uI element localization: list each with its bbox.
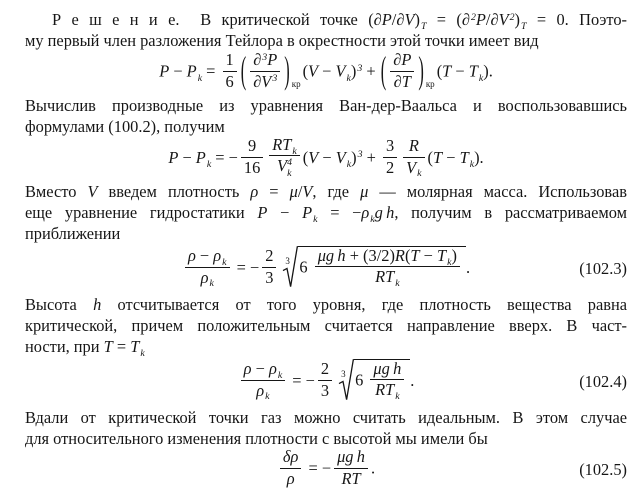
- text-line: му первый член разложения Тейлора в окрестности этой точки имеет вид: [25, 31, 539, 50]
- text-line: Вдали от критической точки газ можно считать идеальным. В этом случае: [25, 408, 627, 427]
- paragraph-height-reference: [25, 294, 627, 357]
- text-line: Р е ш е н и е. В критической точке $(\partial P/\partial V)_T = (\partial^2P/\partial V^2)_T = 0$. Поэто-: [52, 10, 627, 32]
- text-line: формулами (100.2), получим: [25, 117, 225, 136]
- equation-102-3: [25, 244, 627, 294]
- equation-body: $P - P_k$ = $\frac{1}{6}$ ( $\frac{\partial^3P}{\partial V^3}$ ) $_{кр}(V - V_k)^3$ + ( $\frac{\partial P}{\partial T}$ ) $_{кр}(T - T_k)$.: [159, 47, 493, 92]
- paragraph-solution: [25, 9, 627, 51]
- equation-vdw-derivatives: [25, 134, 627, 181]
- equation-102-4: [25, 357, 627, 407]
- paragraph-van-der-waals: [25, 95, 627, 137]
- text-line: Высота h отсчитывается от того уровня, где плотность вещества равна: [25, 295, 628, 314]
- equation-number: (102.3): [579, 259, 627, 278]
- equation-body: $\frac{\rho - \rho_k}{\rho_k}$ = − $\frac{2}{3}$ 3 6 μg h $RT_k$ .: [238, 361, 415, 404]
- equation-body: $\frac{\delta\rho}{\rho}$ = − $\frac{\text{μg h}}{RT}$ .: [277, 450, 375, 490]
- equation-body: $P - P_k$ = − $\frac{9}{16}$ $RT_k$ V 4 k $(V - V_k)^3$ + $\frac{3}{2}$ $\frac{R}{V_k}$ $(T - T_k)$.: [168, 134, 484, 180]
- text-line: для относительного изменения плотности с высотой мы имели бы: [25, 429, 488, 448]
- equation-number: (102.4): [579, 372, 627, 391]
- text-line: критической, причем положительным считается направление вверх. В част-: [25, 316, 627, 335]
- equation-body: $\frac{\rho - \rho_k}{\rho_k}$ = − $\frac{2}{3}$ 3 6 μg $h + (3/2)R(T - T_k)$ $RT_k$ .: [182, 248, 470, 291]
- text-line: ности, при $T = T_k$: [25, 337, 145, 359]
- text-line: Вычислив производные из уравнения Ван-дер-Ваальса и воспользовавшись: [25, 96, 627, 115]
- text-line: еще уравнение гидростатики $P - P_k = -\rho_kg$ h, получим в рассматриваемом: [25, 203, 627, 225]
- equation-number: (102.5): [579, 460, 627, 479]
- equation-taylor-expansion: [25, 47, 627, 95]
- paragraph-density-substitution: [25, 181, 627, 244]
- paragraph-ideal-gas: [25, 407, 627, 449]
- text-line: приближении: [25, 224, 121, 243]
- text-line: Вместо V введем плотность ρ = μ/V, где μ — молярная масса. Использовав: [25, 182, 627, 201]
- equation-102-5: [25, 449, 627, 491]
